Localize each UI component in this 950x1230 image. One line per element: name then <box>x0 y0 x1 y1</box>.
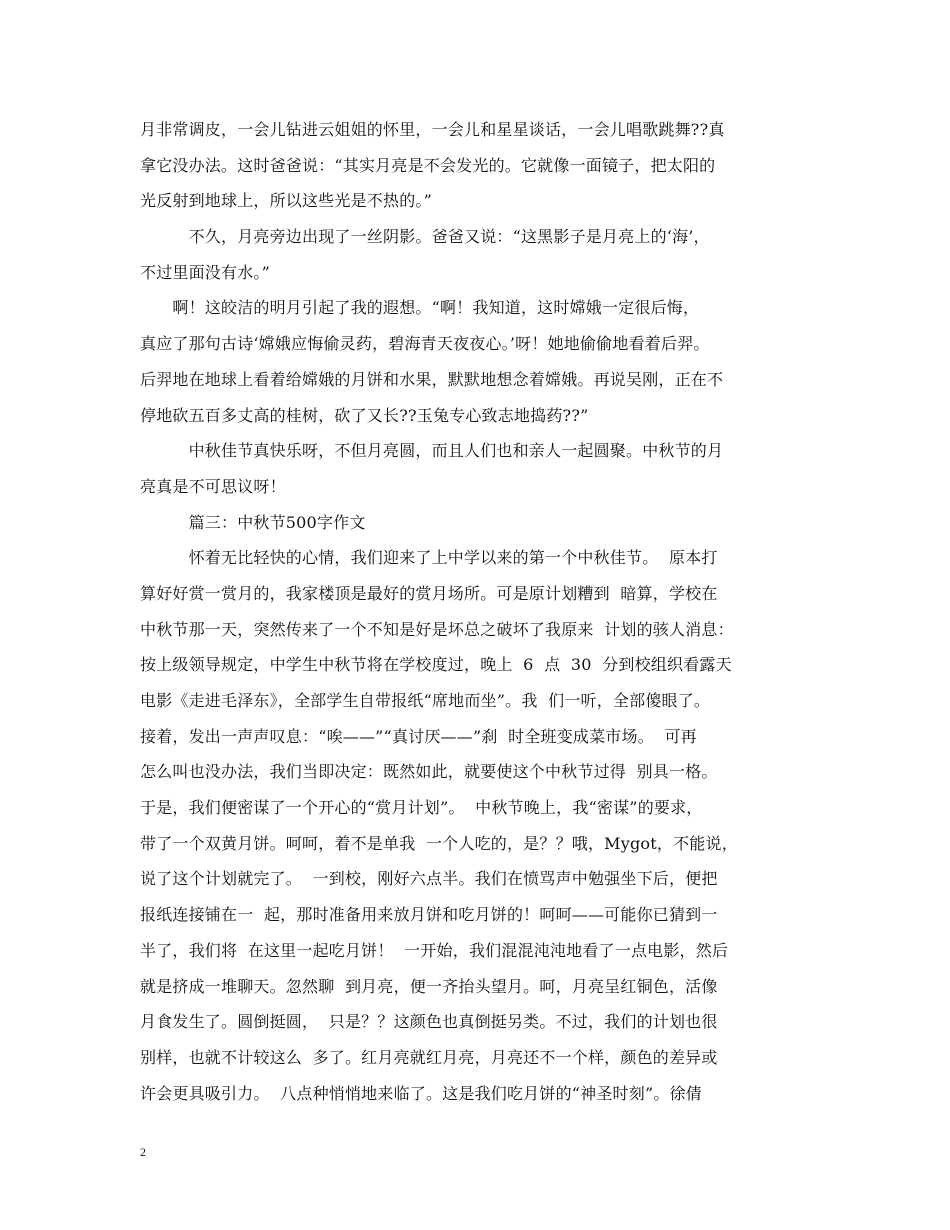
text-line: 月食发生了。圆倒挺圆， 只是？？这颜色也真倒挺另类。不过，我们的计划也很 <box>140 1012 718 1032</box>
text-line: 后羿地在地球上看着给嫦娥的月饼和水果，默默地想念着嫦娥。再说吴刚，正在不 <box>140 369 724 389</box>
text-line: 不过里面没有水。” <box>140 262 270 282</box>
text-line: 电影《走进毛泽东》，全部学生自带报纸“席地而坐”。我 们一听，全部傻眼了。 <box>140 691 711 710</box>
text-line: 停地砍五百多丈高的桂树，砍了又长??玉兔专心致志地捣药??” <box>140 405 589 425</box>
text-line: 怎么叫也没办法，我们当即决定：既然如此，就要使这个中秋节过得 别具一格。 <box>140 762 718 782</box>
text-line: 啊！这皎洁的明月引起了我的遐想。“啊！我知道，这时嫦娥一定很后悔， <box>140 298 700 318</box>
text-line: 带了一个双黄月饼。呵呵，着不是单我 一个人吃的，是？？哦，Mygot，不能说， <box>140 833 738 853</box>
text-line: 光反射到地球上，所以这些光是不热的。” <box>140 191 432 211</box>
text-line: 按上级领导规定，中学生中秋节将在学校度过，晚上 6 点 30 分到校组织看露天 <box>140 655 732 675</box>
text-line: 中秋节那一天，突然传来了一个不知是好是坏总之破坏了我原来 计划的骇人消息： <box>140 619 734 639</box>
text-line: 说了这个计划就完了。 一到校，刚好六点半。我们在愤骂声中勉强坐下后，便把 <box>140 869 718 889</box>
text-line: 别样，也就不计较这么 多了。红月亮就红月亮，月亮还不一个样，颜色的差异或 <box>140 1047 718 1067</box>
text-line: 月非常调皮，一会儿钻进云姐姐的怀里，一会儿和星星谈话，一会儿唱歌跳舞??真 <box>140 120 725 139</box>
body-text <box>140 112 820 1111</box>
section-heading: 篇三：中秋节500字作文 <box>140 512 366 532</box>
text-line: 真应了那句古诗‘嫦娥应悔偷灵药，碧海青天夜夜心。’呀！她地偷偷地看着后羿。 <box>140 334 710 354</box>
text-line: 就是挤成一堆聊天。忽然聊 到月亮，便一齐抬头望月。呵，月亮呈红铜色，活像 <box>140 976 718 996</box>
text-line: 接着，发出一声声叹息：“唉——”“真讨厌——”刹 时全班变成菜市场。 可再 <box>140 726 697 746</box>
text-line: 怀着无比轻快的心情，我们迎来了上中学以来的第一个中秋佳节。 原本打 <box>140 548 718 568</box>
text-line: 许会更具吸引力。 八点种悄悄地来临了。这是我们吃月饼的“神圣时刻”。徐倩 <box>140 1083 702 1103</box>
text-line: 于是，我们便密谋了一个开心的“赏月计划”。 中秋节晚上，我“密谋”的要求， <box>140 798 703 818</box>
text-line: 拿它没办法。这时爸爸说：“其实月亮是不会发光的。它就像一面镜子，把太阳的 <box>140 155 716 175</box>
text-line: 报纸连接铺在一 起，那时准备用来放月饼和吃月饼的！呵呵——可能你已猜到一 <box>140 905 718 925</box>
text-line: 半了，我们将 在这里一起吃月饼！ 一开始，我们混混沌沌地看了一点电影，然后 <box>140 940 729 960</box>
text-line: 算好好赏一赏月的，我家楼顶是最好的赏月场所。可是原计划糟到 暗算，学校在 <box>140 583 718 603</box>
text-line: 中秋佳节真快乐呀，不但月亮圆，而且人们也和亲人一起圆聚。中秋节的月 <box>140 441 724 461</box>
page-number: 2 <box>140 1145 146 1159</box>
text-line: 亮真是不可思议呀！ <box>140 476 286 496</box>
text-line: 不久，月亮旁边出现了一丝阴影。爸爸又说：“这黑影子是月亮上的‘海’， <box>140 227 710 247</box>
